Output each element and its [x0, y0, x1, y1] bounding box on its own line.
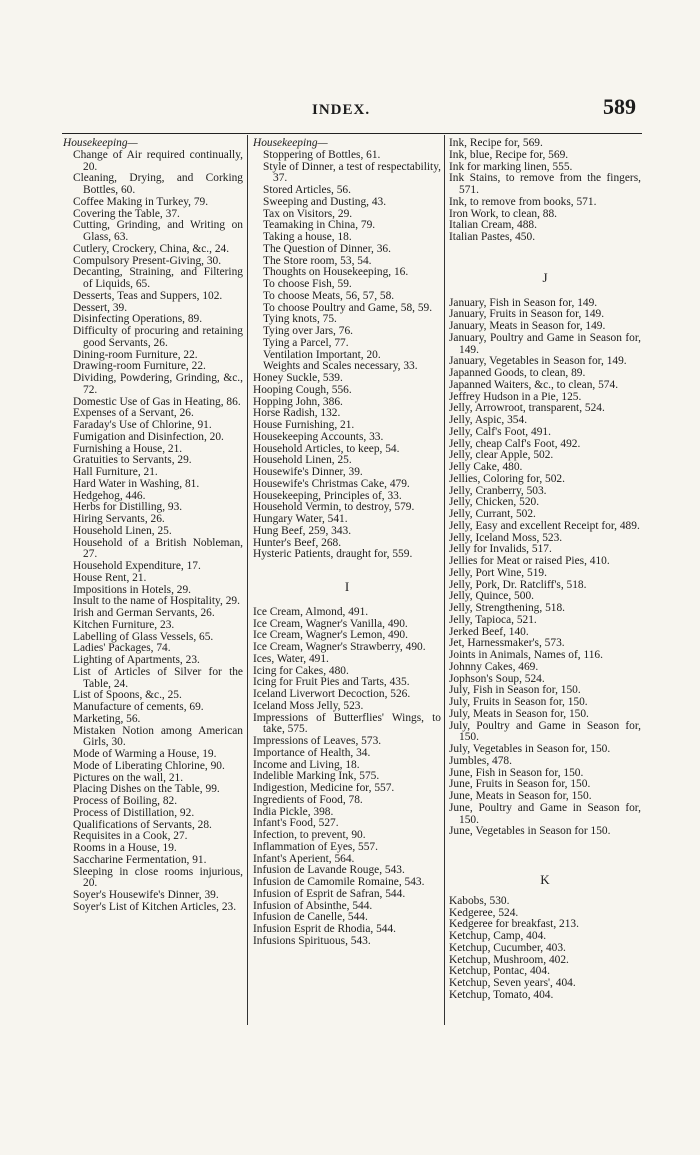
index-entry: Tying a Parcel, 77. [263, 336, 349, 349]
index-entry: June, Fish in Season for, 150. [449, 766, 584, 779]
index-entry: January, Meats in Season for, 149. [449, 320, 606, 332]
index-entry: Dining-room Furniture, 22. [73, 348, 198, 361]
index-entry: Jelly, Calf's Foot, 491. [449, 425, 551, 438]
index-entry: Domestic Use of Gas in Heating, 86. [73, 395, 241, 408]
index-entry: June, Poultry and Game in Season for, 150. [449, 801, 641, 826]
index-entry: Household Linen, 25. [73, 524, 172, 537]
section-letter-i: I [344, 579, 350, 594]
index-entry: Drawing-room Furniture, 22. [73, 360, 206, 373]
entry-list [449, 896, 641, 1002]
index-entry: Infection, to prevent, 90. [253, 829, 366, 841]
index-entry: June, Fruits in Season for, 150. [449, 778, 591, 791]
index-entry: Horse Radish, 132. [253, 407, 341, 420]
entry-list [253, 150, 441, 373]
index-entry: Housewife's Dinner, 39. [253, 466, 363, 478]
index-entry: Requisites in a Cook, 27. [73, 830, 188, 843]
index-entry: Hall Furniture, 21. [73, 466, 158, 478]
index-entry: Jelly, Port Wine, 519. [449, 566, 547, 579]
index-entry: Jeffrey Hudson in a Pie, 125. [449, 390, 582, 403]
index-entry: Soyer's Housewife's Dinner, 39. [73, 889, 219, 901]
entry-heading: Housekeeping— [253, 137, 328, 149]
index-entry: To choose Meats, 56, 57, 58. [263, 289, 395, 302]
index-entry: Iceland Moss Jelly, 523. [253, 699, 364, 712]
index-entry: Tying over Jars, 76. [263, 325, 353, 337]
index-entry: Ladies' Packages, 74. [73, 642, 171, 655]
index-entry: Hunter's Beef, 268. [253, 536, 342, 549]
index-entry: Infant's Food, 527. [253, 817, 339, 830]
index-column-2 [253, 138, 441, 948]
index-entry: Ice Cream, Almond, 491. [253, 605, 369, 618]
index-entry: Jelly Cake, 480. [449, 461, 523, 473]
index-entry: The Question of Dinner, 36. [263, 242, 391, 255]
index-entry: To choose Fish, 59. [263, 278, 352, 290]
index-entry: Stoppering of Bottles, 61. [263, 148, 381, 161]
index-entry: Jelly, cheap Calf's Foot, 492. [449, 437, 581, 450]
index-entry: Hiring Servants, 26. [73, 513, 165, 525]
index-entry: Jellies, Coloring for, 502. [449, 472, 565, 485]
index-entry: Ice Cream, Wagner's Strawberry, 490. [253, 641, 426, 653]
index-entry: Ice Cream, Wagner's Vanilla, 490. [253, 617, 408, 630]
index-entry: Impressions of Butterflies' Wings, to take, 575. [253, 711, 441, 736]
index-entry: Jelly, Easy and excellent Receipt for, 489. [449, 519, 640, 532]
page-number: 589 [603, 94, 636, 119]
index-entry: January, Fruits in Season for, 149. [449, 308, 605, 321]
index-entry: Icing for Cakes, 480. [253, 664, 349, 677]
index-entry: Marketing, 56. [73, 712, 141, 725]
index-entry: Jophson's Soup, 524. [449, 672, 545, 685]
index-entry: June, Meats in Season for, 150. [449, 790, 592, 802]
index-entry: Ices, Water, 491. [253, 652, 329, 665]
index-column-3 [449, 138, 641, 1002]
index-entry: Ink, to remove from books, 571. [449, 195, 597, 208]
entry-list [253, 373, 441, 561]
index-entry: Thoughts on Housekeeping, 16. [263, 266, 409, 279]
index-entry: Italian Pastes, 450. [449, 231, 536, 243]
index-entry: Hard Water in Washing, 81. [73, 477, 200, 490]
index-entry: House Rent, 21. [73, 571, 147, 584]
index-entry: Jumbles, 478. [449, 754, 512, 767]
index-entry: Hung Beef, 259, 343. [253, 524, 352, 537]
index-entry: Jelly, Quince, 500. [449, 590, 534, 603]
index-entry: Housewife's Christmas Cake, 479. [253, 477, 410, 490]
index-entry: To choose Poultry and Game, 58, 59. [263, 301, 433, 314]
index-entry: Kedgeree, 524. [449, 906, 519, 919]
index-entry: Iceland Liverwort Decoction, 526. [253, 688, 411, 700]
index-entry: Infusion of Absinthe, 544. [253, 899, 373, 912]
index-entry: Jelly, Arrowroot, transparent, 524. [449, 402, 605, 415]
index-entry: July, Poultry and Game in Season for, 150. [449, 719, 641, 744]
index-entry: Insult to the name of Hospitality, 29. [73, 595, 240, 608]
index-entry: Labelling of Glass Vessels, 65. [73, 630, 214, 643]
index-entry: India Pickle, 398. [253, 805, 334, 818]
index-entry: Japanned Waiters, &c., to clean, 574. [449, 378, 619, 391]
header-rule [62, 133, 642, 134]
index-entry: Saccharine Fermentation, 91. [73, 853, 207, 866]
index-entry: Disinfecting Operations, 89. [73, 313, 203, 326]
index-entry: The Store room, 53, 54. [263, 254, 372, 267]
index-entry: Household Vermin, to destroy, 579. [253, 501, 415, 514]
index-entry: Infusion de Lavande Rouge, 543. [253, 864, 405, 877]
index-entry: Lighting of Apartments, 23. [73, 654, 200, 666]
index-entry: Furnishing a House, 21. [73, 442, 183, 455]
entry-list [449, 138, 641, 244]
index-entry: Process of Boiling, 82. [73, 795, 178, 807]
index-entry: Coffee Making in Turkey, 79. [73, 195, 209, 208]
index-entry: Importance of Health, 34. [253, 746, 371, 759]
index-entry: Difficulty of procuring and retaining good Servants, 26. [73, 325, 243, 349]
index-entry: Indigestion, Medicine for, 557. [253, 782, 395, 794]
column-separator-1 [247, 135, 248, 1025]
index-entry: Faraday's Use of Chlorine, 91. [73, 419, 212, 431]
index-entry: Mode of Liberating Chlorine, 90. [73, 759, 225, 772]
index-entry: Jelly for Invalids, 517. [449, 543, 552, 556]
index-entry: Infusion de Canelle, 544. [253, 911, 368, 924]
index-entry: Ventilation Important, 20. [263, 348, 381, 361]
index-entry: Jelly, Strengthening, 518. [449, 602, 566, 614]
index-entry: Soyer's List of Kitchen Articles, 23. [73, 900, 237, 913]
index-entry: Honey Suckle, 539. [253, 372, 343, 384]
index-entry: Indelible Marking Ink, 575. [253, 770, 380, 783]
index-entry: January, Vegetables in Season for, 149. [449, 355, 627, 368]
index-entry: Infusion Esprit de Rhodia, 544. [253, 923, 397, 935]
index-entry: Household Expenditure, 17. [73, 560, 201, 572]
index-entry: Weights and Scales necessary, 33. [263, 360, 418, 373]
index-entry: Household Articles, to keep, 54. [253, 442, 400, 455]
index-entry: Household Linen, 25. [253, 454, 352, 467]
index-entry: Ink Stains, to remove from the fingers, 571. [449, 172, 641, 196]
index-entry: Hopping John, 386. [253, 395, 343, 408]
index-entry: Compulsory Present-Giving, 30. [73, 254, 222, 267]
entry-list [253, 607, 441, 948]
index-entry: Ink, blue, Recipe for, 569. [449, 148, 569, 161]
index-entry: Jelly, Currant, 502. [449, 508, 536, 520]
index-entry: Inflammation of Eyes, 557. [253, 840, 378, 853]
index-entry: Hedgehog, 446. [73, 489, 146, 502]
index-entry: Manufacture of cements, 69. [73, 701, 204, 713]
index-entry: Housekeeping, Principles of, 33. [253, 489, 402, 502]
index-entry: Infant's Aperient, 564. [253, 852, 355, 865]
index-entry: Sweeping and Dusting, 43. [263, 195, 387, 208]
section-letter-j: J [542, 269, 548, 285]
index-entry: Ketchup, Pontac, 404. [449, 965, 550, 978]
index-entry: Ingredients of Food, 78. [253, 793, 363, 806]
index-entry: Jelly, Tapioca, 521. [449, 613, 537, 626]
index-entry: Kabobs, 530. [449, 894, 510, 907]
entry-list [63, 150, 243, 914]
index-entry: Jellies for Meat or raised Pies, 410. [449, 555, 610, 567]
index-entry: Kitchen Furniture, 23. [73, 618, 175, 631]
index-entry: Ketchup, Tomato, 404. [449, 988, 554, 1001]
index-entry: List of Spoons, &c., 25. [73, 689, 182, 702]
index-entry: Jet, Harnessmaker's, 573. [449, 637, 565, 650]
index-entry: Jelly, clear Apple, 502. [449, 449, 554, 462]
index-entry: Herbs for Distilling, 93. [73, 501, 183, 514]
index-entry: Decanting, Straining, and Filtering of Liquids, 65. [73, 266, 243, 290]
index-entry: Pictures on the wall, 21. [73, 771, 184, 784]
index-entry: List of Articles of Silver for the Table, 24. [73, 665, 243, 690]
index-entry: Household of a British Nobleman, 27. [73, 536, 243, 561]
index-entry: Cleaning, Drying, and Corking Bottles, 60. [73, 172, 243, 196]
column-separator-2 [444, 135, 445, 1025]
index-entry: Jelly, Cranberry, 503. [449, 484, 547, 497]
index-entry: Ketchup, Cucumber, 403. [449, 941, 566, 954]
index-entry: Housekeeping Accounts, 33. [253, 430, 384, 443]
index-entry: Dessert, 39. [73, 301, 128, 314]
index-entry: Tying knots, 75. [263, 313, 337, 326]
index-entry: Hungary Water, 541. [253, 513, 348, 525]
index-entry: July, Fish in Season for, 150. [449, 684, 581, 697]
index-entry: Cutlery, Crockery, China, &c., 24. [73, 242, 230, 255]
index-entry: Placing Dishes on the Table, 99. [73, 783, 220, 796]
index-entry: Mistaken Notion among American Girls, 30. [73, 724, 243, 749]
index-entry: Ice Cream, Wagner's Lemon, 490. [253, 629, 408, 642]
index-entry: Rooms in a House, 19. [73, 842, 177, 854]
entry-heading: Housekeeping— [63, 137, 138, 149]
index-entry: Gratuities to Servants, 29. [73, 454, 192, 467]
index-entry: Qualifications of Servants, 28. [73, 818, 212, 831]
index-entry: Irish and German Servants, 26. [73, 607, 215, 619]
index-entry: Infusion de Camomile Romaine, 543. [253, 876, 425, 888]
index-column-1 [63, 138, 243, 914]
index-entry: June, Vegetables in Season for 150. [449, 825, 611, 838]
index-entry: Impressions of Leaves, 573. [253, 735, 382, 747]
index-entry: Johnny Cakes, 469. [449, 660, 539, 673]
index-entry: Fumigation and Disinfection, 20. [73, 430, 224, 443]
index-entry: Icing for Fruit Pies and Tarts, 435. [253, 676, 410, 689]
index-entry: Style of Dinner, a test of respectability, 37. [263, 160, 441, 185]
index-entry: Desserts, Teas and Suppers, 102. [73, 289, 223, 302]
index-entry: Jerked Beef, 140. [449, 625, 529, 638]
index-entry: July, Vegetables in Season for, 150. [449, 743, 611, 755]
index-entry: Iron Work, to clean, 88. [449, 207, 558, 220]
index-entry: Covering the Table, 37. [73, 207, 180, 220]
section-letter-k: K [540, 872, 550, 887]
index-entry: Infusions Spirituous, 543. [253, 934, 371, 947]
page-header [0, 94, 700, 124]
index-entry: Ketchup, Seven years', 404. [449, 977, 576, 989]
index-entry: January, Poultry and Game in Season for, 149. [449, 331, 641, 356]
index-entry: Cutting, Grinding, and Writing on Glass, 63. [73, 219, 243, 243]
index-entry: Jelly, Chicken, 520. [449, 496, 540, 509]
index-entry: Italian Cream, 488. [449, 219, 537, 232]
index-entry: Jelly, Pork, Dr. Ratcliff's, 518. [449, 578, 587, 591]
index-entry: Ketchup, Camp, 404. [449, 930, 547, 942]
index-entry: Kedgeree for breakfast, 213. [449, 918, 579, 931]
index-entry: Ketchup, Mushroom, 402. [449, 953, 569, 966]
index-entry: House Furnishing, 21. [253, 419, 355, 431]
index-entry: July, Fruits in Season for, 150. [449, 696, 588, 708]
index-entry: Jelly, Iceland Moss, 523. [449, 531, 563, 544]
index-entry: Joints in Animals, Names of, 116. [449, 649, 603, 661]
index-entry: Expenses of a Servant, 26. [73, 407, 194, 420]
index-entry: Infusion of Esprit de Safran, 544. [253, 887, 406, 900]
index-entry: Japanned Goods, to clean, 89. [449, 367, 586, 379]
index-entry: January, Fish in Season for, 149. [449, 296, 598, 309]
index-entry: Hysteric Patients, draught for, 559. [253, 548, 413, 561]
index-entry: Hooping Cough, 556. [253, 383, 352, 396]
index-entry: July, Meats in Season for, 150. [449, 707, 589, 720]
index-entry: Change of Air required continually, 20. [73, 148, 243, 173]
index-entry: Jelly, Aspic, 354. [449, 414, 528, 426]
entry-list [449, 298, 641, 839]
index-entry: Mode of Warming a House, 19. [73, 748, 217, 760]
index-entry: Teamaking in China, 79. [263, 219, 376, 232]
index-entry: Tax on Visitors, 29. [263, 207, 353, 220]
index-entry: Stored Articles, 56. [263, 184, 351, 196]
index-entry: Taking a house, 18. [263, 231, 352, 243]
index-entry: Income and Living, 18. [253, 758, 360, 771]
index-entry: Dividing, Powdering, Grinding, &c., 72. [73, 372, 243, 396]
index-entry: Process of Distillation, 92. [73, 806, 195, 819]
index-entry: Sleeping in close rooms injurious, 20. [73, 865, 243, 890]
index-entry: Impositions in Hotels, 29. [73, 583, 192, 596]
index-entry: Ink for marking linen, 555. [449, 160, 573, 173]
index-entry: Ink, Recipe for, 569. [449, 137, 543, 149]
page-title: INDEX. [312, 102, 371, 118]
